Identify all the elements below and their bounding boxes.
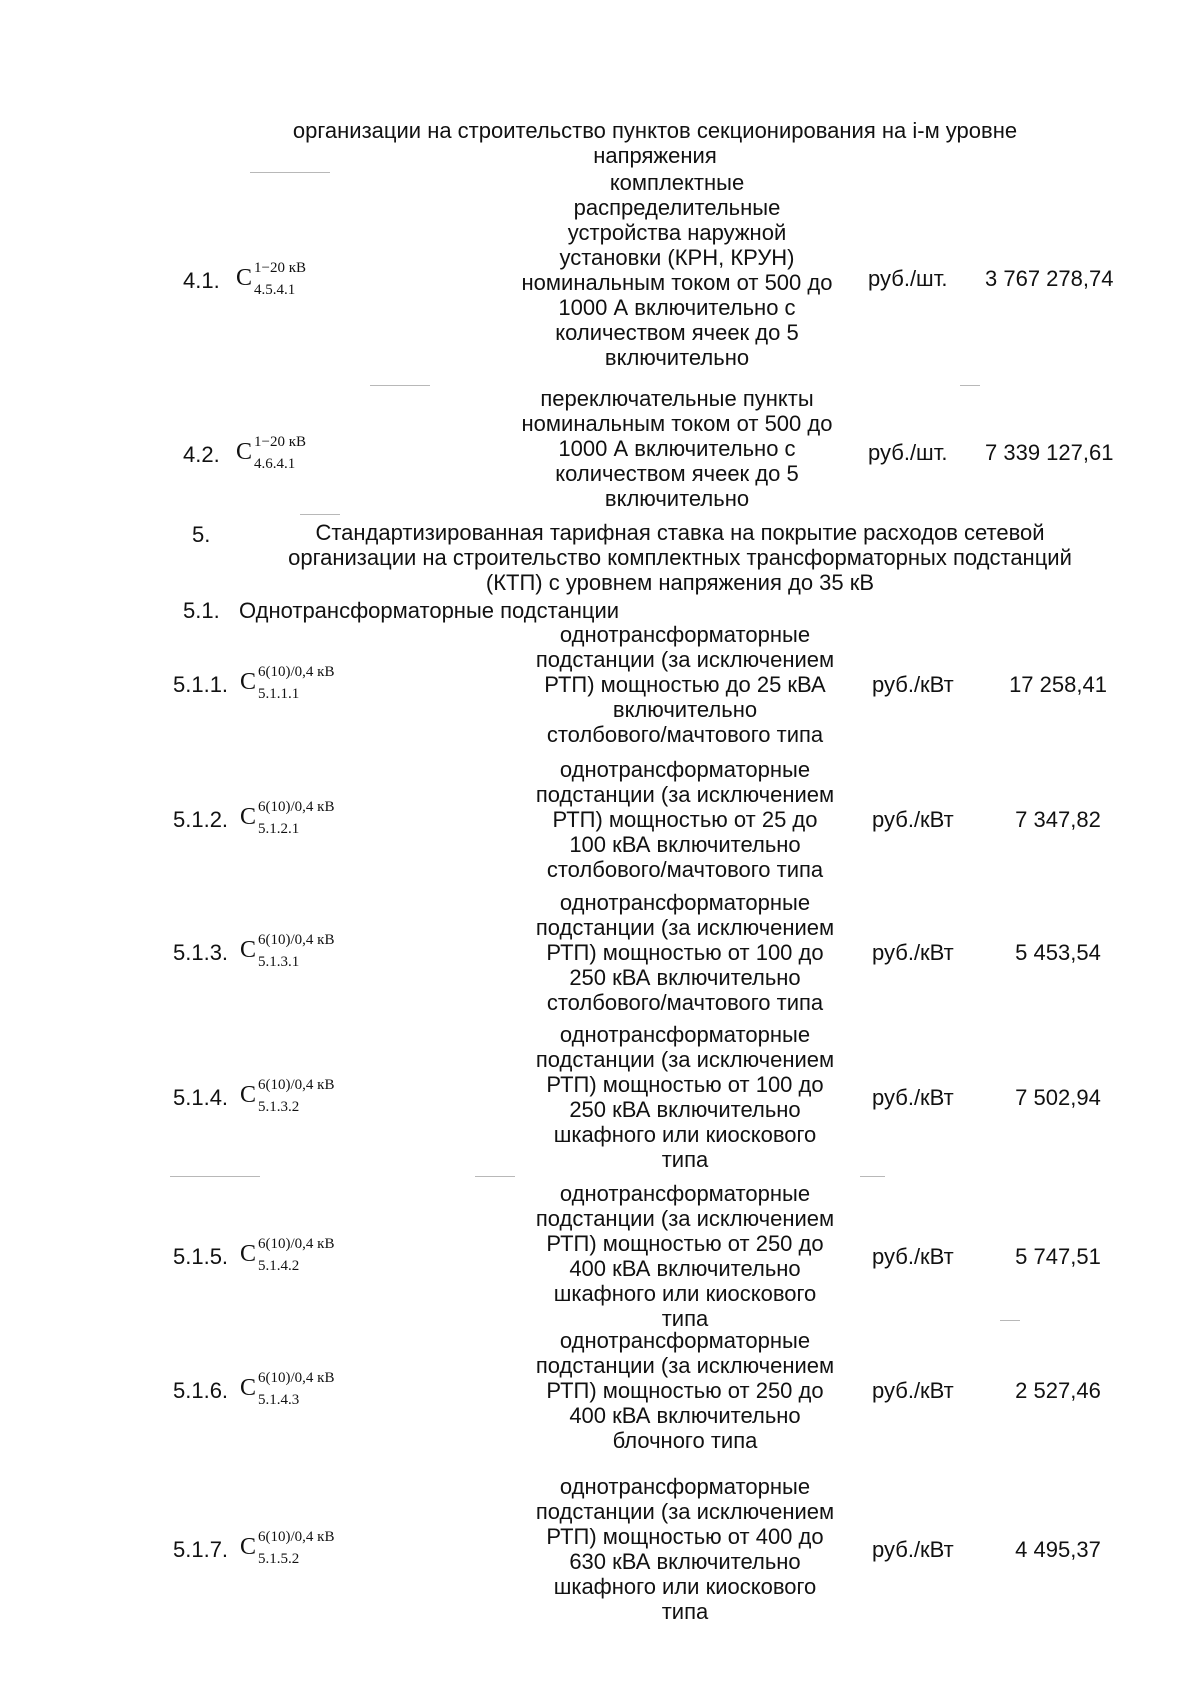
row-description [515, 622, 855, 747]
description-line: блочного типа [612, 1428, 758, 1453]
subsection-title: Однотрансформаторные подстанции [239, 598, 620, 623]
description-line: однотрансформаторные [559, 1181, 811, 1206]
row-number: 5.1.3. [173, 940, 229, 965]
description-line: установки (КРН, КРУН) [559, 245, 795, 270]
rate-symbol-superscript: 6(10)/0,4 кВ [258, 1076, 335, 1093]
row-number: 5.1.4. [173, 1084, 229, 1110]
description-line: РТП) мощностью от 100 до [546, 1072, 824, 1097]
description-line: РТП) мощностью до 25 кВА [544, 672, 826, 697]
rate-symbol-base: С [240, 1533, 257, 1560]
row-number: 5.1.6. [173, 1378, 229, 1403]
description-line: подстанции (за исключением [535, 647, 835, 672]
unit-label: руб./кВт [872, 672, 954, 697]
rate-symbol-base: С [240, 804, 257, 830]
rate-symbol [240, 664, 335, 702]
rate-symbol-superscript: 6(10)/0,4 кВ [258, 1528, 335, 1545]
description-line: количеством ячеек до 5 [555, 320, 799, 345]
row-description [515, 890, 855, 1015]
description-line: шкафного или киоскового [553, 1574, 817, 1599]
rate-value: 17 258,41 [1009, 672, 1107, 697]
row-number: 5.1.1. [173, 672, 229, 697]
description-line: подстанции (за исключением [535, 1047, 835, 1072]
row-description [515, 1328, 855, 1453]
description-line: типа [661, 1306, 709, 1331]
section-title-line: Стандартизированная тарифная ставка на покрытие расходов сетевой [315, 520, 1045, 545]
description-line: 100 кВА включительно [569, 832, 801, 857]
description-line: РТП) мощностью от 25 до [552, 807, 818, 832]
description-line: РТП) мощностью от 100 до [546, 940, 824, 965]
rate-symbol-superscript: 6(10)/0,4 кВ [258, 664, 335, 680]
rate-symbol-base: С [240, 1240, 257, 1267]
rate-symbol [240, 1528, 335, 1567]
unit-label: руб./кВт [872, 1243, 954, 1269]
rate-symbol-subscript: 5.1.5.2 [258, 1550, 300, 1567]
unit-label: руб./кВт [872, 807, 954, 832]
description-line: 630 кВА включительно [569, 1549, 801, 1574]
description-line: типа [661, 1599, 709, 1624]
rate-symbol [240, 1076, 335, 1115]
description-line: 400 кВА включительно [569, 1403, 801, 1428]
row-number: 4.2. [183, 442, 220, 467]
description-line: однотрансформаторные [559, 890, 811, 915]
description-line: переключательные пункты [540, 386, 814, 411]
row-description [515, 1474, 855, 1624]
rate-symbol-superscript: 6(10)/0,4 кВ [258, 1235, 335, 1252]
description-line: номинальным током от 500 до [521, 270, 833, 295]
unit-label: руб./кВт [872, 940, 954, 965]
rate-symbol [236, 260, 307, 298]
rate-symbol-subscript: 5.1.2.1 [258, 821, 300, 837]
description-line: типа [661, 1147, 709, 1172]
scan-artifact [960, 385, 980, 386]
unit-label: руб./кВт [872, 1536, 954, 1562]
description-line: столбового/мачтового типа [546, 722, 824, 747]
header-text [230, 118, 1080, 168]
row-number: 5.1.5. [173, 1243, 229, 1269]
description-line: 250 кВА включительно [569, 1097, 801, 1122]
row-number: 4.1. [183, 268, 220, 293]
rate-value: 7 347,82 [1015, 807, 1101, 832]
row-description [515, 1181, 855, 1331]
description-line: однотрансформаторные [559, 622, 811, 647]
description-line: устройства наружной [567, 220, 787, 245]
row-description [515, 757, 855, 882]
rate-symbol-base: С [240, 937, 257, 963]
description-line: однотрансформаторные [559, 1328, 811, 1353]
section-title [240, 520, 1120, 595]
row-description [507, 170, 847, 370]
scan-artifact [300, 514, 340, 515]
rate-symbol-subscript: 5.1.1.1 [258, 686, 300, 702]
description-line: однотрансформаторные [559, 1474, 811, 1499]
rate-symbol-superscript: 6(10)/0,4 кВ [258, 932, 335, 948]
rate-symbol-superscript: 1−20 кВ [254, 260, 307, 276]
rate-symbol-base: С [236, 439, 253, 465]
rate-symbol-base: С [240, 669, 257, 695]
rate-symbol-subscript: 5.1.3.2 [258, 1098, 300, 1115]
description-line: включительно [604, 345, 750, 370]
row-description [507, 386, 847, 511]
unit-label: руб./кВт [872, 1378, 954, 1403]
description-line: шкафного или киоскового [553, 1122, 817, 1147]
rate-symbol-base: С [240, 1375, 257, 1401]
rate-symbol-subscript: 5.1.4.2 [258, 1257, 300, 1274]
unit-label: руб./кВт [872, 1084, 954, 1110]
unit-label: руб./шт. [868, 266, 948, 291]
description-line: подстанции (за исключением [535, 1353, 835, 1378]
rate-symbol [240, 1235, 335, 1274]
description-line: включительно [604, 486, 750, 511]
rate-symbol [240, 932, 335, 970]
section-number: 5. [192, 522, 211, 547]
description-line: комплектные [609, 170, 745, 195]
description-line: подстанции (за исключением [535, 1206, 835, 1231]
description-line: распределительные [573, 195, 781, 220]
rate-value: 7 339 127,61 [985, 440, 1114, 465]
rate-symbol-subscript: 5.1.4.3 [258, 1392, 300, 1408]
row-description [515, 1022, 855, 1172]
rate-symbol-superscript: 6(10)/0,4 кВ [258, 1370, 335, 1386]
rate-symbol-subscript: 5.1.3.1 [258, 954, 300, 970]
scan-artifact [170, 1176, 260, 1177]
section-title-line: (КТП) с уровнем напряжения до 35 кВ [485, 570, 875, 595]
rate-symbol-subscript: 4.6.4.1 [254, 456, 296, 472]
description-line: однотрансформаторные [559, 757, 811, 782]
description-line: подстанции (за исключением [535, 782, 835, 807]
rate-value: 7 502,94 [1015, 1084, 1101, 1110]
rate-value: 4 495,37 [1015, 1536, 1101, 1562]
rate-symbol [240, 1370, 335, 1408]
description-line: однотрансформаторные [559, 1022, 811, 1047]
description-line: столбового/мачтового типа [546, 990, 824, 1015]
scan-artifact [370, 385, 430, 386]
description-line: 1000 А включительно с [558, 295, 796, 320]
scan-artifact [475, 1176, 515, 1177]
rate-value: 3 767 278,74 [985, 266, 1114, 291]
description-line: РТП) мощностью от 250 до [546, 1231, 824, 1256]
scan-artifact [1000, 1320, 1020, 1321]
row-number: 5.1.2. [173, 807, 229, 832]
rate-symbol [236, 434, 307, 472]
scan-artifact [250, 172, 330, 173]
description-line: шкафного или киоскового [553, 1281, 817, 1306]
header-line: организации на строительство пунктов секционирования на i-м уровне [292, 118, 1018, 143]
rate-symbol [240, 799, 335, 837]
scan-artifact [860, 1176, 885, 1177]
rate-symbol-superscript: 1−20 кВ [254, 434, 307, 450]
header-line: напряжения [593, 143, 717, 168]
description-line: включительно [612, 697, 758, 722]
section-title-line: организации на строительство комплектных трансформаторных подстанций [288, 545, 1072, 570]
rate-symbol-base: С [236, 265, 253, 291]
rate-value: 5 453,54 [1015, 940, 1101, 965]
rate-symbol-subscript: 4.5.4.1 [254, 282, 296, 298]
description-line: РТП) мощностью от 400 до [546, 1524, 824, 1549]
description-line: подстанции (за исключением [535, 1499, 835, 1524]
description-line: подстанции (за исключением [535, 915, 835, 940]
unit-label: руб./шт. [868, 440, 948, 465]
description-line: 1000 А включительно с [558, 436, 796, 461]
description-line: количеством ячеек до 5 [555, 461, 799, 486]
rate-value: 5 747,51 [1015, 1243, 1101, 1269]
subsection-number: 5.1. [183, 598, 220, 623]
description-line: номинальным током от 500 до [521, 411, 833, 436]
description-line: 400 кВА включительно [569, 1256, 801, 1281]
row-number: 5.1.7. [173, 1536, 229, 1562]
description-line: столбового/мачтового типа [546, 857, 824, 882]
description-line: 250 кВА включительно [569, 965, 801, 990]
rate-symbol-base: С [240, 1081, 257, 1108]
description-line: РТП) мощностью от 250 до [546, 1378, 824, 1403]
rate-symbol-superscript: 6(10)/0,4 кВ [258, 799, 335, 815]
rate-value: 2 527,46 [1015, 1378, 1101, 1403]
